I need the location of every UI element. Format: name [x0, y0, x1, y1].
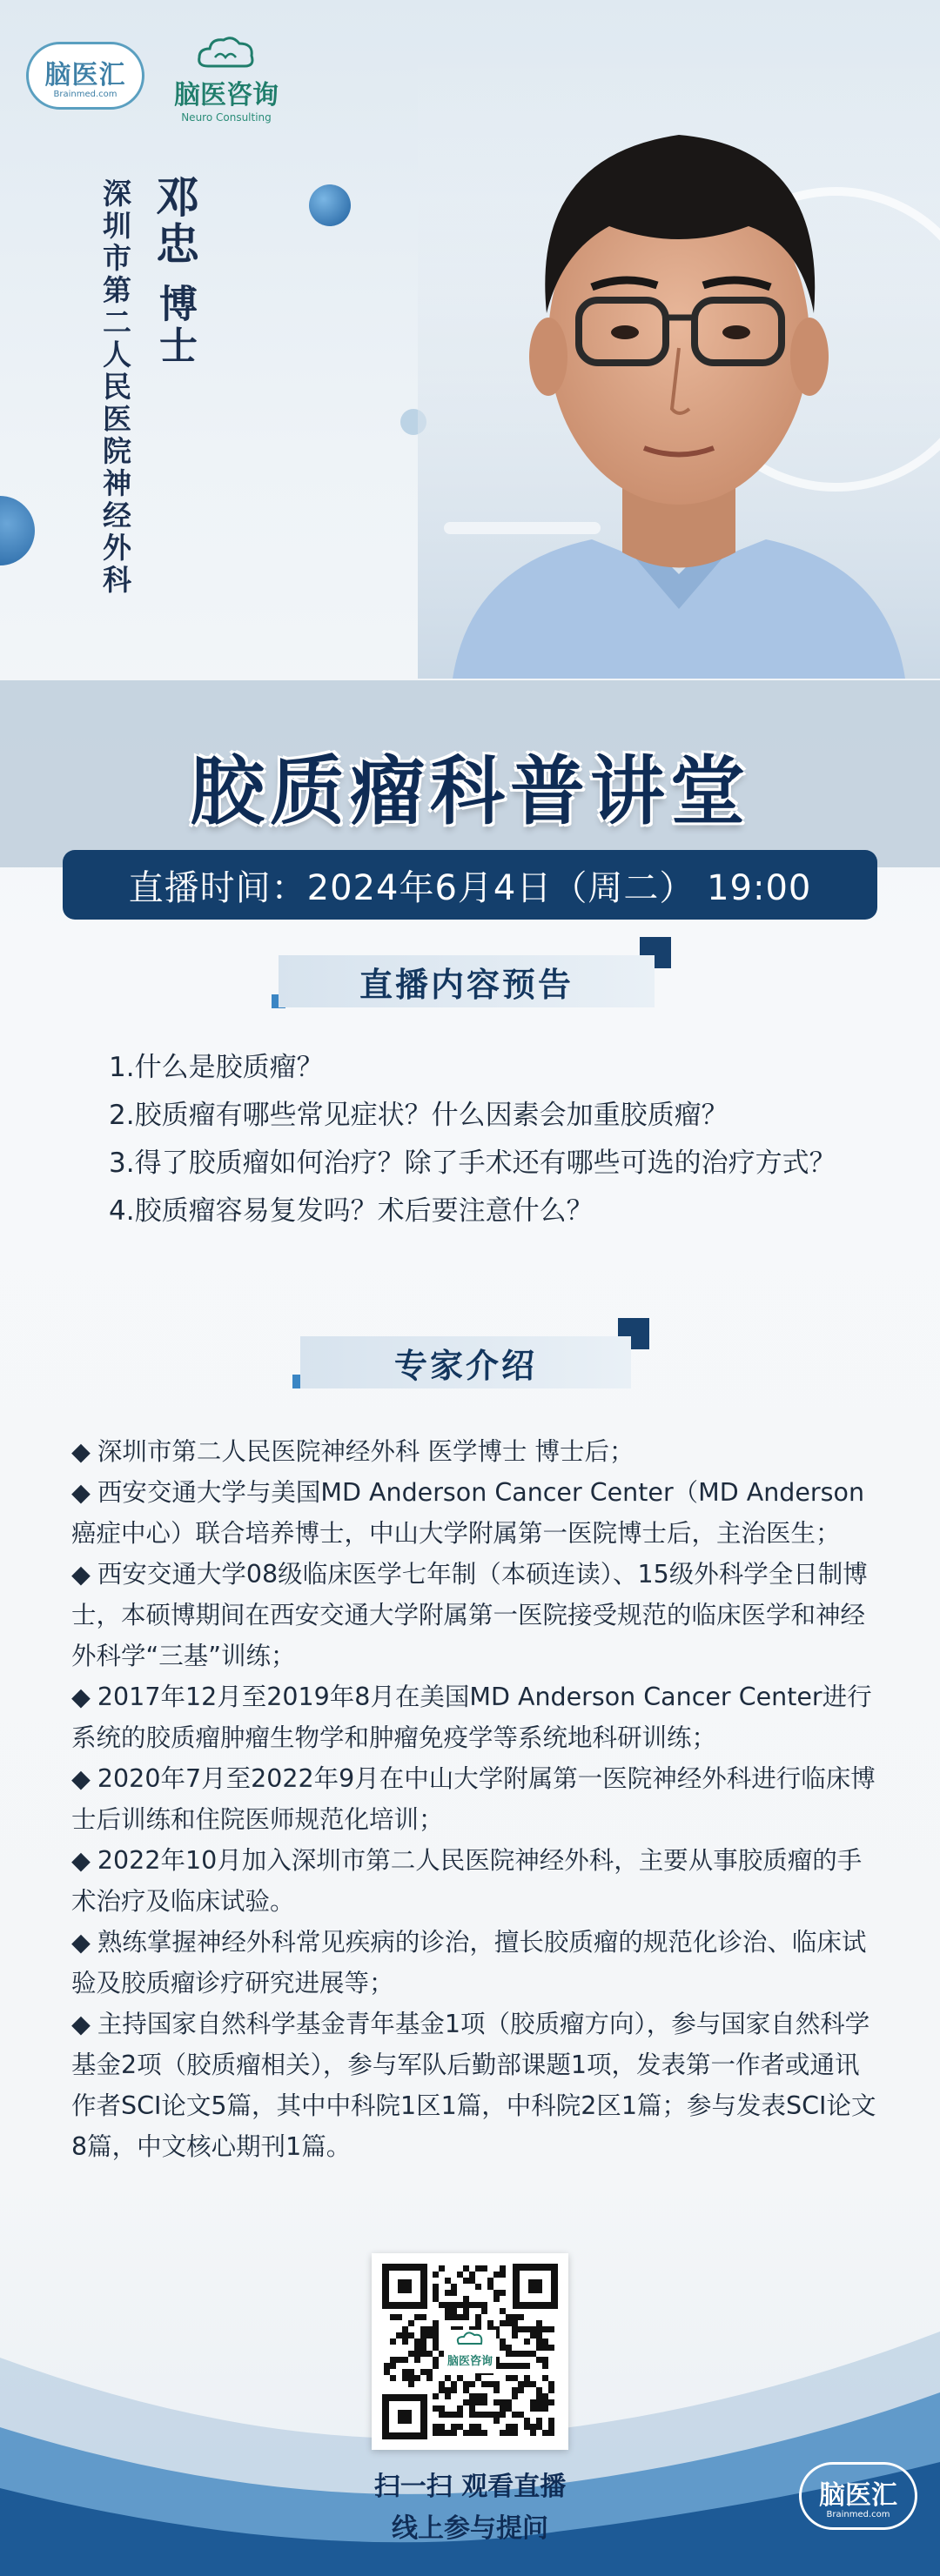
qr-caption [296, 2466, 644, 2550]
brain-cloud-icon [196, 35, 257, 73]
preview-item: 1.什么是胶质瘤？ [109, 1052, 324, 1083]
preview-list [109, 1044, 857, 1235]
bio-list [71, 1431, 876, 2167]
bio-item: ◆ 2020年7月至2022年9月在中山大学附属第一医院神经外科进行临床博士后训练和住院医师规范化培训； [71, 1764, 876, 1834]
live-time-text: 直播时间：2024年6月4日（周二） 19:00 [128, 867, 812, 908]
bullet-icon: ◆ [71, 1928, 91, 1957]
brainmed-logo-name: 脑医汇 [44, 59, 126, 90]
bio-item: ◆ 主持国家自然科学基金青年基金1项（胶质瘤方向），参与国家自然科学基金2项（胶质瘤相关），参与军队后勤部课题1项，发表第一作者或通讯作者SCI论文5篇，其中中科院1区1篇，中科院2区1篇；参与发表SCI论文8篇，中文核心期刊1篇。 [71, 2010, 876, 2161]
bullet-icon: ◆ [71, 1437, 91, 1466]
brainmed-logo [26, 42, 144, 110]
preview-item: 4.胶质瘤容易复发吗？术后要注意什么？ [109, 1195, 594, 1227]
qr-caption-line1: 扫一扫 观看直播 [373, 2472, 567, 2502]
doctor-portrait [418, 52, 940, 679]
consult-logo-name: 脑医咨询 [174, 80, 279, 110]
doctor-hospital: 深圳市第二人民医院神经外科 [98, 178, 132, 597]
bullet-icon: ◆ [71, 1560, 91, 1589]
decor-dot [309, 184, 351, 226]
bullet-icon: ◆ [71, 1683, 91, 1711]
event-title: 胶质瘤科普讲堂 [190, 747, 750, 835]
neuro-consulting-logo [165, 35, 287, 130]
qr-center-label: 脑医咨询 [446, 2355, 494, 2368]
bullet-icon: ◆ [71, 1478, 91, 1507]
bio-item: ◆ 2022年10月加入深圳市第二人民医院神经外科，主要从事胶质瘤的手术治疗及临床试验。 [71, 1846, 863, 1916]
bio-item: ◆ 西安交通大学与美国MD Anderson Cancer Center（MD Anderson癌症中心）联合培养博士，中山大学附属第一医院博士后，主治医生； [71, 1478, 865, 1548]
consult-logo-en: Neuro Consulting [181, 111, 272, 124]
brainmed-logo-name: 脑医汇 [819, 2479, 897, 2511]
brainmed-logo-url: Brainmed.com [826, 2509, 890, 2519]
doctor-title: 博士 [152, 284, 197, 367]
doctor-name-block [139, 174, 209, 367]
bio-item: ◆ 深圳市第二人民医院神经外科 医学博士 博士后； [71, 1437, 634, 1466]
bio-heading: 专家介绍 [300, 1336, 631, 1388]
brainmed-logo-bottom [799, 2462, 917, 2530]
bio-item: ◆ 西安交通大学08级临床医学七年制（本硕连读）、15级外科学全日制博士，本硕博期间在西安交通大学附属第一医院接受规范的临床医学和神经外科学“三基”训练； [71, 1560, 868, 1670]
bio-item: ◆ 2017年12月至2019年8月在美国MD Anderson Cancer Center进行系统的胶质瘤肿瘤生物学和肿瘤免疫学等系统地科研训练； [71, 1683, 872, 1752]
doctor-name: 邓忠 [149, 174, 199, 268]
qr-caption-line2: 线上参与提问 [392, 2513, 548, 2544]
qr-code[interactable] [372, 2253, 568, 2450]
preview-item: 2.胶质瘤有哪些常见症状？什么因素会加重胶质瘤？ [109, 1100, 728, 1131]
preview-heading: 直播内容预告 [279, 955, 655, 1007]
decor-dot [0, 496, 35, 565]
bullet-icon: ◆ [71, 2010, 91, 2038]
preview-item: 3.得了胶质瘤如何治疗？除了手术还有哪些可选的治疗方式？ [109, 1147, 836, 1179]
bullet-icon: ◆ [71, 1846, 91, 1875]
bullet-icon: ◆ [71, 1764, 91, 1793]
live-time-bar [63, 850, 877, 920]
brainmed-logo-url: Brainmed.com [53, 89, 118, 99]
bio-item: ◆ 熟练掌握神经外科常见疾病的诊治，擅长胶质瘤的规范化诊治、临床试验及胶质瘤诊疗研究进展等； [71, 1928, 867, 1997]
